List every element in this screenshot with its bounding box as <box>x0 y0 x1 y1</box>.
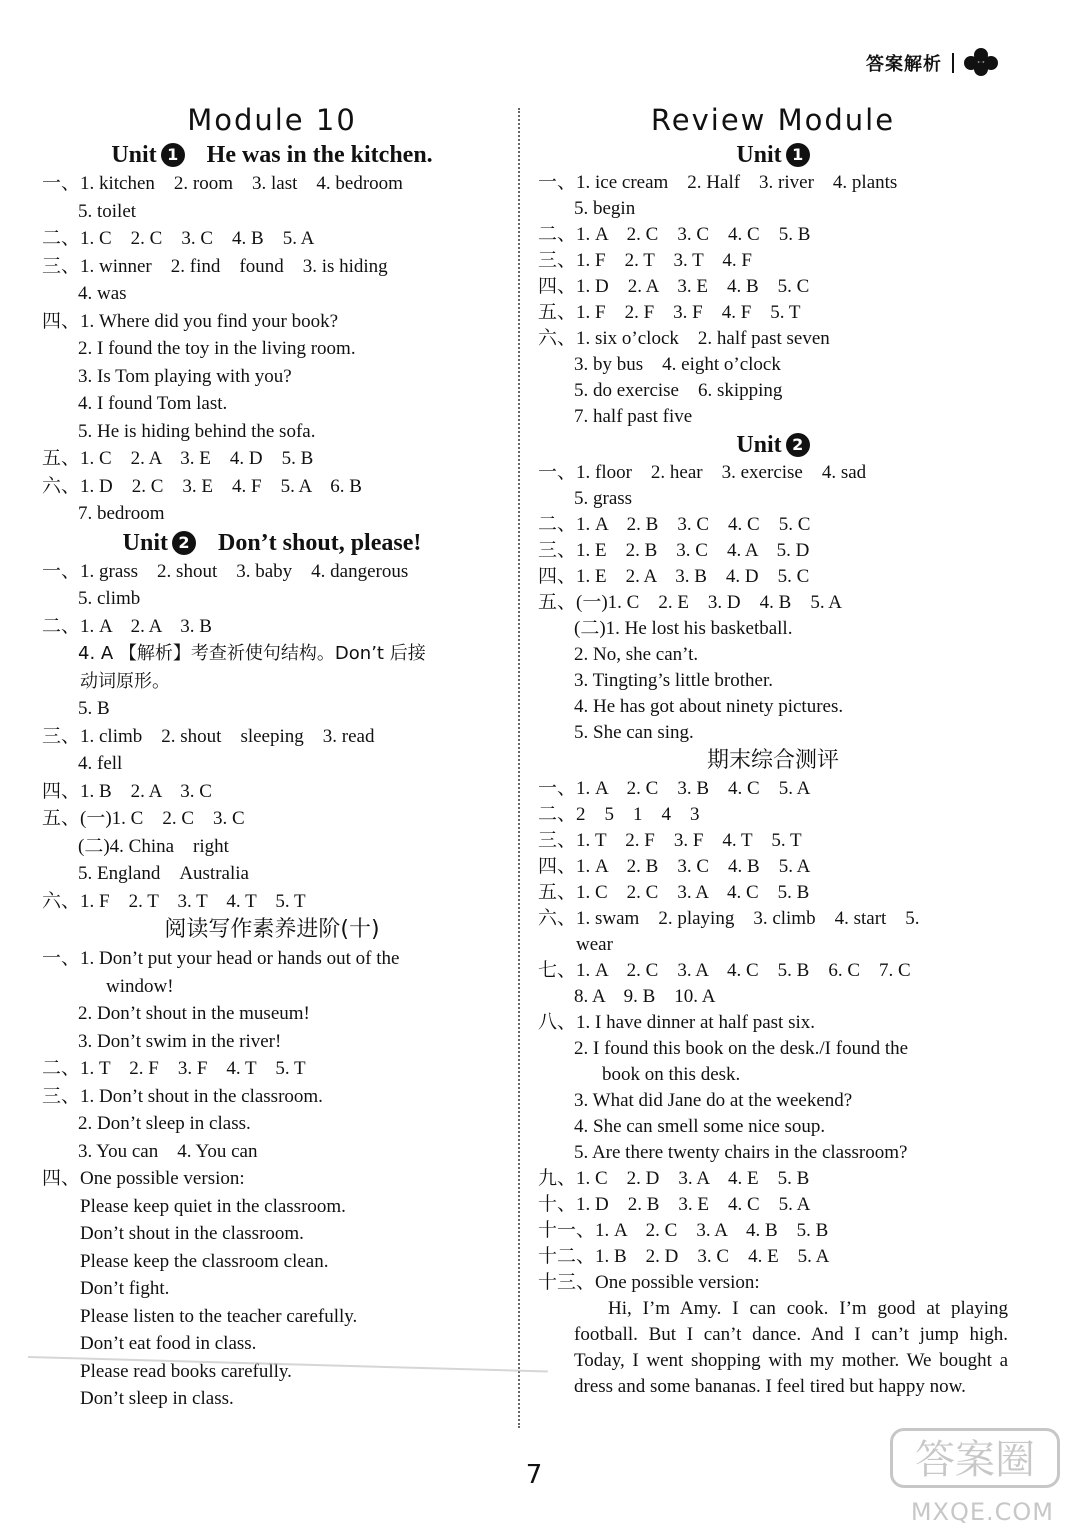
answer-line: 3. by bus 4. eight o’clock <box>574 354 781 375</box>
column-divider <box>518 108 520 1428</box>
section-title: 期末综合测评 <box>706 748 839 773</box>
answer-line: 2. Don’t shout in the museum! <box>78 1003 310 1024</box>
answer-line: 4. I found Tom last. <box>78 393 228 414</box>
answer-line: 4. fell <box>78 753 123 774</box>
answer-line: 十三、One possible version: <box>538 1272 760 1293</box>
answer-line: 七、1. A 2. C 3. A 4. C 5. B 6. C 7. C <box>538 960 911 981</box>
answer-line: 3. You can 4. You can <box>78 1140 258 1162</box>
answer-line: 8. A 9. B 10. A <box>574 986 716 1007</box>
answer-line: 5. do exercise 6. skipping <box>574 380 783 401</box>
answer-line: 四、1. B 2. A 3. C <box>42 780 212 802</box>
unit-heading <box>538 430 1008 460</box>
answer-line: 一、1. Don’t put your head or hands out of the <box>42 948 400 969</box>
unit-heading <box>538 140 1008 170</box>
answer-line: 4. was <box>78 283 127 304</box>
unit-number-badge: 1 <box>786 143 810 167</box>
section-title: 阅读写作素养进阶(十) <box>164 917 380 942</box>
page-number: 7 <box>525 1460 543 1490</box>
answer-line: 5. Are there twenty chairs in the classroom? <box>574 1142 908 1163</box>
answer-paragraph: Hi, I’m Amy. I can cook. I’m good at playing football. But I can’t dance. And I can’t jump high. Today, I went shopping with my mother. We bought a dress and some bananas. I feel tired but happy now. <box>574 1298 1008 1397</box>
answer-line: Don’t shout in the classroom. <box>80 1223 304 1244</box>
answer-line: 五、(一)1. C 2. E 3. D 4. B 5. A <box>538 592 843 613</box>
right-column <box>538 100 1008 1400</box>
answer-line: 5. climb <box>78 588 141 609</box>
answer-line: 六、1. six o’clock 2. half past seven <box>538 328 830 349</box>
header-title: 答案解析 <box>866 54 942 75</box>
answer-line: 5. B <box>78 698 110 719</box>
answer-line: Please keep quiet in the classroom. <box>80 1195 346 1217</box>
answer-line: 5. England Australia <box>78 863 249 884</box>
answer-line: 5. grass <box>574 488 633 509</box>
answer-line: 一、1. floor 2. hear 3. exercise 4. sad <box>538 462 867 483</box>
answer-line: 五、1. F 2. F 3. F 4. F 5. T <box>538 302 801 323</box>
answer-line: 四、1. E 2. A 3. B 4. D 5. C <box>538 566 810 587</box>
answer-line: 三、1. E 2. B 3. C 4. A 5. D <box>538 540 810 561</box>
answer-line: 五、1. C 2. A 3. E 4. D 5. B <box>42 448 314 469</box>
answer-line: 3. Is Tom playing with you? <box>78 365 292 387</box>
answer-line: 五、1. C 2. C 3. A 4. C 5. B <box>538 882 810 903</box>
answer-line: Don’t sleep in class. <box>80 1388 234 1409</box>
flower-logo-icon <box>964 48 998 78</box>
answer-line: 三、1. T 2. F 3. F 4. T 5. T <box>538 830 802 851</box>
watermark-logo: 答案圈 <box>890 1428 1060 1488</box>
answer-line: 7. half past five <box>574 406 693 427</box>
answer-line: 六、1. swam 2. playing 3. climb 4. start 5. <box>538 908 920 929</box>
answer-line: 二、1. A 2. C 3. C 4. C 5. B <box>538 224 811 245</box>
unit-label: Unit <box>122 529 168 556</box>
answer-line: 四、1. A 2. B 3. C 4. B 5. A <box>538 856 811 877</box>
answer-line: 5. She can sing. <box>574 722 694 743</box>
answer-line: 4. She can smell some nice soup. <box>574 1116 826 1137</box>
answer-line: window! <box>106 975 174 997</box>
unit-title-text: Don’t shout, please! <box>218 529 422 556</box>
answer-line: 四、1. Where did you find your book? <box>42 310 339 332</box>
answer-line: 二、1. T 2. F 3. F 4. T 5. T <box>42 1058 306 1079</box>
answer-line: 六、1. D 2. C 3. E 4. F 5. A 6. B <box>42 475 362 497</box>
answer-line: 4. He has got about ninety pictures. <box>574 696 844 717</box>
answer-line: 三、1. F 2. T 3. T 4. F <box>538 250 752 271</box>
answer-line: 2. No, she can’t. <box>574 644 699 665</box>
answer-line: (二)1. He lost his basketball. <box>574 618 793 639</box>
unit-label: Unit <box>111 142 157 168</box>
watermark-url: MXQE.COM <box>910 1498 1054 1526</box>
answer-line: 2. Don’t sleep in class. <box>78 1113 251 1134</box>
unit-label: Unit <box>736 142 782 168</box>
answer-line: Please read books carefully. <box>80 1360 292 1382</box>
unit-number-badge: 2 <box>172 531 196 555</box>
answer-line: 十二、1. B 2. D 3. C 4. E 5. A <box>538 1246 830 1267</box>
answer-line: Don’t fight. <box>80 1278 170 1299</box>
answer-line: 六、1. F 2. T 3. T 4. T 5. T <box>42 890 306 912</box>
answer-line: 5. toilet <box>78 200 137 222</box>
answer-line: (二)4. China right <box>78 835 229 857</box>
answer-line: 3. Tingting’s little brother. <box>574 670 773 691</box>
answer-line: 三、1. winner 2. find found 3. is hiding <box>42 255 388 277</box>
answer-line: 二、1. A 2. A 3. B <box>42 615 212 637</box>
module-title: Review Module <box>650 103 896 137</box>
header-separator <box>952 53 954 73</box>
unit-title-text: He was in the kitchen. <box>206 142 433 168</box>
answer-line: 3. Don’t swim in the river! <box>78 1030 282 1052</box>
answer-line: 八、1. I have dinner at half past six. <box>538 1012 816 1033</box>
answer-line: Don’t eat food in class. <box>80 1333 257 1354</box>
answer-line: 十一、1. A 2. C 3. A 4. B 5. B <box>538 1220 829 1241</box>
answer-line: 三、1. Don’t shout in the classroom. <box>42 1085 323 1107</box>
answer-line: 3. What did Jane do at the weekend? <box>574 1090 853 1111</box>
answer-line: wear <box>576 934 613 955</box>
answer-line: 三、1. climb 2. shout sleeping 3. read <box>42 725 375 747</box>
unit-heading <box>42 528 502 558</box>
answer-line: 一、1. A 2. C 3. B 4. C 5. A <box>538 778 811 799</box>
answer-line: 十、1. D 2. B 3. E 4. C 5. A <box>538 1194 811 1215</box>
unit-number-badge: 2 <box>786 433 810 457</box>
answer-line: 4. A 【解析】考查祈使句结构。Don’t 后接 <box>78 643 426 664</box>
answer-line: 二、1. A 2. B 3. C 4. C 5. C <box>538 514 811 535</box>
answer-line: 四、One possible version: <box>42 1168 245 1189</box>
answer-line: 7. bedroom <box>78 503 165 524</box>
page-header <box>866 48 998 78</box>
unit-label: Unit <box>736 432 782 458</box>
answer-line: 五、(一)1. C 2. C 3. C <box>42 808 245 829</box>
answer-line: Please listen to the teacher carefully. <box>80 1305 358 1327</box>
module-title: Module 10 <box>187 103 357 137</box>
answer-line: 2. I found this book on the desk./I found the <box>574 1038 909 1059</box>
answer-line: Please keep the classroom clean. <box>80 1250 329 1272</box>
answer-line: 5. He is hiding behind the sofa. <box>78 420 316 442</box>
left-column <box>42 100 502 1413</box>
answer-line: book on this desk. <box>602 1064 741 1085</box>
answer-line: 四、1. D 2. A 3. E 4. B 5. C <box>538 276 810 297</box>
watermark <box>890 1428 1060 1526</box>
answer-line: 二、1. C 2. C 3. C 4. B 5. A <box>42 228 315 249</box>
answer-line: 一、1. grass 2. shout 3. baby 4. dangerous <box>42 560 409 582</box>
answer-line: 一、1. kitchen 2. room 3. last 4. bedroom <box>42 173 403 194</box>
answer-line: 一、1. ice cream 2. Half 3. river 4. plants <box>538 172 898 193</box>
answer-line: 5. begin <box>574 198 636 219</box>
unit-number-badge: 1 <box>161 143 185 167</box>
unit-heading <box>42 140 502 170</box>
answer-line: 二、2 5 1 4 3 <box>538 804 700 825</box>
answer-line: 动词原形。 <box>80 670 170 692</box>
answer-line: 九、1. C 2. D 3. A 4. E 5. B <box>538 1168 810 1189</box>
answer-line: 2. I found the toy in the living room. <box>78 338 356 359</box>
